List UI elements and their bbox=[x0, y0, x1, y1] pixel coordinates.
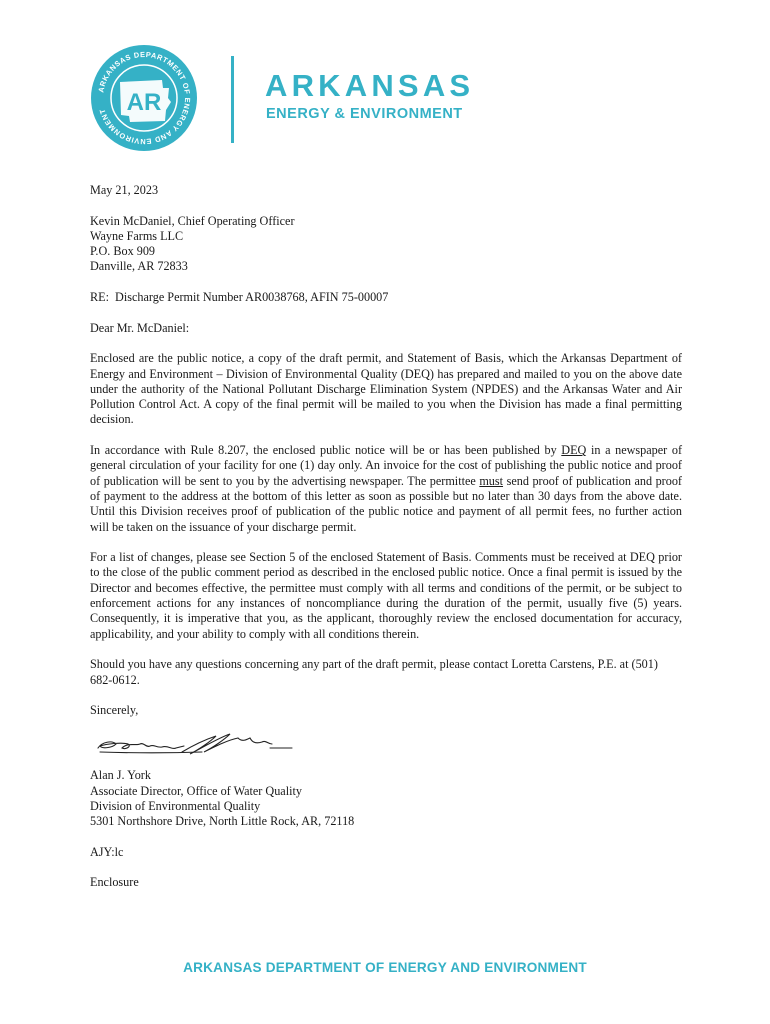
paragraph-2-part-3: send proof of publication and proof of payment to the address at the bottom of this letter as soon as possible but no later than 30 days from the above date. Until this Division receives proof of publication of the public notice and payment of all permit fees, no further action will be taken on the issuance of your discharge permit. bbox=[90, 473, 682, 534]
recipient-company: Wayne Farms LLC bbox=[90, 228, 184, 243]
salutation: Dear Mr. McDaniel: bbox=[90, 320, 190, 335]
letterhead bbox=[90, 44, 690, 154]
agency-seal-logo bbox=[90, 44, 198, 152]
header-divider bbox=[231, 56, 234, 143]
paragraph-3: For a list of changes, please see Section 5 of the enclosed Statement of Basis. Comments must be received at DEQ prior to the close of the public comment period as described in the enclosed public notice. Once a final permit is issued by the Director and becomes effective, the permittee must comply with all terms and conditions of the permit, or be subject to enforcement actions for any instances of noncompliance during the duration of the permit, usually five (5) years. Consequently, it is imperative that you, as the applicant, thoroughly review the enclosed documentation for accuracy, applicability, and your ability to comply with all conditions therein. bbox=[90, 550, 682, 641]
signer-division: Division of Environmental Quality bbox=[90, 798, 261, 813]
letter-body bbox=[90, 183, 682, 906]
typist-initials: AJY:lc bbox=[90, 844, 124, 859]
paragraph-1: Enclosed are the public notice, a copy of the draft permit, and Statement of Basis, which the Arkansas Department of Energy and Environment – Division of Environmental Quality (DEQ) has prepared and mailed to you on the above date under the authority of the National Pollutant Discharge Elimination System (NPDES) and the Arkansas Water and Air Pollution Control Act. A copy of the final permit will be mailed to you when the Division has made a final permitting decision. bbox=[90, 351, 682, 427]
handwritten-signature bbox=[92, 722, 302, 762]
signer-title: Associate Director, Office of Water Quality bbox=[90, 783, 302, 798]
paragraph-2-part-1: In accordance with Rule 8.207, the enclosed public notice will be or has been published by bbox=[90, 443, 562, 458]
closing: Sincerely, bbox=[90, 703, 139, 718]
seal-ring-text: ARKANSAS DEPARTMENT OF ENERGY AND ENVIRONMENT bbox=[96, 49, 193, 147]
recipient-name: Kevin McDaniel, Chief Operating Officer bbox=[90, 213, 295, 228]
brand-subtitle: ENERGY & ENVIRONMENT bbox=[266, 106, 463, 122]
footer-agency-name: ARKANSAS DEPARTMENT OF ENERGY AND ENVIRONMENT bbox=[183, 960, 587, 975]
paragraph-2 bbox=[90, 443, 682, 535]
paragraph-2-deq: DEQ bbox=[561, 443, 587, 458]
recipient-address bbox=[90, 214, 682, 275]
paragraph-2-part-2: in a newspaper of general circulation of your facility for one (1) day only. An invoice for the cost of publishing the public notice and proof of publication will be sent to you by the advertising newspaper. The permittee bbox=[90, 443, 683, 488]
re-line: RE: Discharge Permit Number AR0038768, AFIN 75-00007 bbox=[90, 290, 389, 305]
brand-name: ARKANSAS bbox=[265, 68, 475, 103]
signer-block bbox=[90, 768, 682, 829]
paragraph-4: Should you have any questions concerning any part of the draft permit, please contact Loretta Carstens, P.E. at (501) 682-0612. bbox=[90, 657, 658, 687]
enclosure-note: Enclosure bbox=[90, 875, 139, 890]
signer-address: 5301 Northshore Drive, North Little Rock, AR, 72118 bbox=[90, 814, 355, 829]
seal-initials: AR bbox=[126, 89, 162, 116]
letter-date: May 21, 2023 bbox=[90, 183, 159, 197]
recipient-city: Danville, AR 72833 bbox=[90, 259, 188, 274]
signer-name: Alan J. York bbox=[90, 768, 151, 783]
recipient-po-box: P.O. Box 909 bbox=[90, 244, 156, 259]
paragraph-2-must: must bbox=[479, 473, 504, 488]
